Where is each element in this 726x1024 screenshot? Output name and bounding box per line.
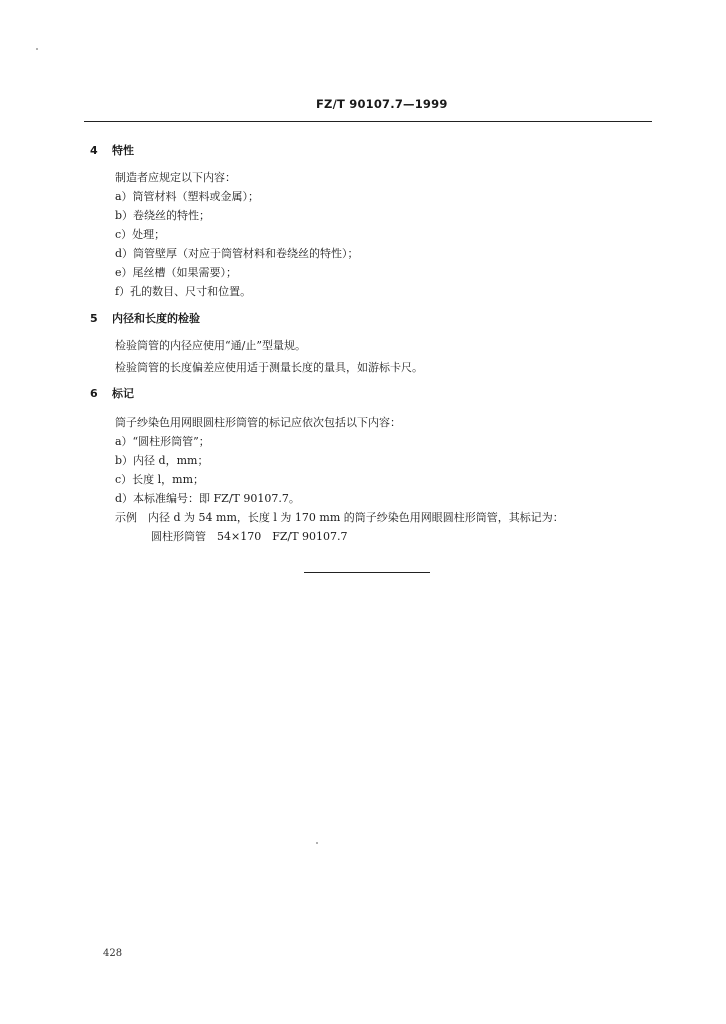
scan-speck: [316, 842, 318, 844]
paragraph-line: 筒子纱染色用网眼圆柱形筒管的标记应依次包括以下内容：: [115, 416, 401, 429]
list-item: e）尾丝槽（如果需要）；: [115, 266, 238, 279]
scan-speck: [36, 48, 38, 50]
list-item: d）筒管壁厚（对应于筒管材料和卷绕丝的特性）；: [115, 247, 359, 260]
section-number: 5: [90, 312, 98, 325]
example-line: 示例 内径 d 为 54 mm，长度 l 为 170 mm 的筒子纱染色用网眼圆柱形筒管，其标记为：: [115, 511, 564, 524]
list-item: d）本标准编号：即 FZ/T 90107.7。: [115, 492, 300, 505]
header-divider: [84, 121, 652, 122]
section-number: 4: [90, 144, 98, 157]
section-number: 6: [90, 387, 98, 400]
section-title: 内径和长度的检验: [112, 312, 200, 325]
end-rule: [304, 572, 430, 573]
list-item: c）处理；: [115, 228, 166, 241]
list-item: c）长度 l，mm；: [115, 473, 205, 486]
standard-code: FZ/T 90107.7—1999: [316, 97, 448, 111]
list-item: f）孔的数目、尺寸和位置。: [115, 285, 252, 298]
section-heading: [90, 310, 200, 326]
section-title: 标记: [112, 387, 134, 400]
list-item: a）“圆柱形筒管”；: [115, 435, 210, 448]
paragraph-line: 检验筒管的内径应使用“通/止”型量规。: [115, 339, 306, 352]
page-number: 428: [103, 948, 123, 959]
paragraph-line: 检验筒管的长度偏差应使用适于测量长度的量具，如游标卡尺。: [115, 361, 423, 374]
list-item: b）卷绕丝的特性；: [115, 209, 211, 222]
section-title: 特性: [112, 144, 134, 157]
paragraph-line: 制造者应规定以下内容：: [115, 171, 236, 184]
list-item: b）内径 d，mm；: [115, 454, 209, 467]
section-heading: [90, 142, 134, 158]
example-marking: 圆柱形筒管 54×170 FZ/T 90107.7: [151, 530, 348, 543]
section-heading: [90, 385, 134, 401]
list-item: a）筒管材料（塑料或金属）；: [115, 190, 260, 203]
